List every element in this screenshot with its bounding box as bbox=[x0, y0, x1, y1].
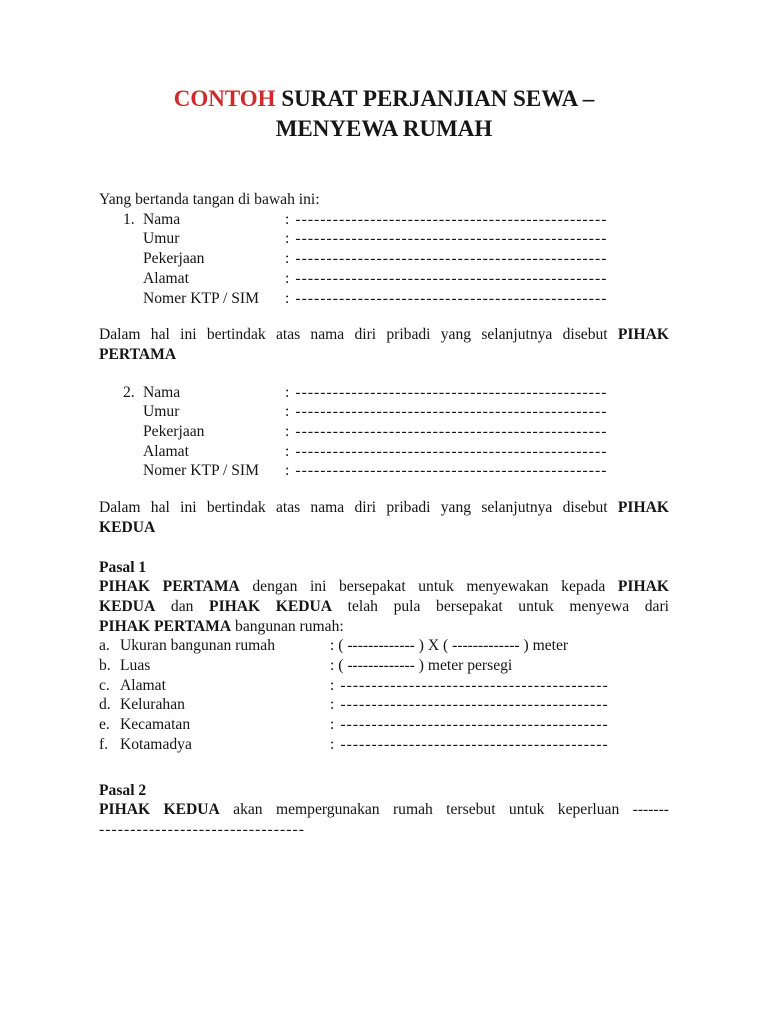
party-block-1 bbox=[99, 210, 669, 309]
party-row bbox=[99, 461, 669, 481]
row-label: Umur bbox=[143, 230, 180, 248]
section-heading: Pasal 2 bbox=[99, 781, 147, 799]
text-line: PIHAK KEDUA akan mempergunakan rumah tersebut untuk keperluan ------- bbox=[99, 801, 669, 819]
party-row bbox=[99, 229, 669, 249]
text-line: KEDUA bbox=[99, 518, 156, 536]
row-number bbox=[123, 461, 143, 481]
row-label: Alamat bbox=[143, 442, 189, 460]
section-pasal-2 bbox=[99, 781, 669, 840]
party-row bbox=[99, 383, 669, 403]
document-title bbox=[99, 84, 669, 144]
row-number: 2. bbox=[123, 383, 135, 401]
item-letter: e. bbox=[99, 716, 110, 734]
item-letter: b. bbox=[99, 657, 111, 675]
item-value-blank: : ------------------------------------------- bbox=[330, 676, 609, 694]
section-pasal-1 bbox=[99, 558, 669, 755]
item-letter: d. bbox=[99, 696, 111, 714]
paragraph-pihak-pertama bbox=[99, 325, 669, 364]
item-label: Kelurahan bbox=[120, 696, 185, 714]
row-number bbox=[123, 442, 143, 462]
party-row bbox=[99, 422, 669, 442]
row-label: Nomer KTP / SIM bbox=[143, 462, 259, 480]
row-value-blank: : -------------------------------------------------- bbox=[285, 289, 608, 307]
row-number bbox=[123, 269, 143, 289]
party-row bbox=[99, 402, 669, 422]
list-item bbox=[99, 676, 669, 696]
text-line: KEDUA dan PIHAK KEDUA telah pula bersepakat untuk menyewa dari bbox=[99, 597, 669, 615]
row-number bbox=[123, 422, 143, 442]
section-heading: Pasal 1 bbox=[99, 558, 147, 576]
party-block-2 bbox=[99, 383, 669, 482]
item-value-blank: : ------------------------------------------- bbox=[330, 735, 609, 753]
list-item bbox=[99, 735, 669, 755]
row-value-blank: : -------------------------------------------------- bbox=[285, 210, 608, 228]
row-value-blank: : -------------------------------------------------- bbox=[285, 442, 608, 460]
pasal-2-body bbox=[99, 800, 669, 839]
text-line: PERTAMA bbox=[99, 345, 177, 363]
party-row bbox=[99, 289, 669, 309]
row-label: Nama bbox=[143, 383, 181, 401]
row-label: Nomer KTP / SIM bbox=[143, 289, 259, 307]
title-line-1 bbox=[99, 84, 669, 114]
text-line: PIHAK PERTAMA dengan ini bersepakat untuk menyewakan kepada PIHAK bbox=[99, 578, 669, 596]
text-line: Dalam hal ini bertindak atas nama diri pribadi yang selanjutnya disebut PIHAK bbox=[99, 499, 669, 517]
row-value-blank: : -------------------------------------------------- bbox=[285, 403, 608, 421]
intro-paragraph: Yang bertanda tangan di bawah ini: bbox=[99, 191, 320, 208]
row-label: Alamat bbox=[143, 269, 189, 287]
row-value-blank: : -------------------------------------------------- bbox=[285, 423, 608, 441]
pasal-1-item-list bbox=[99, 636, 669, 754]
item-value-blank: : ------------------------------------------- bbox=[330, 716, 609, 734]
item-letter: f. bbox=[99, 735, 109, 753]
row-label: Pekerjaan bbox=[143, 423, 205, 441]
list-item bbox=[99, 636, 669, 656]
row-number bbox=[123, 402, 143, 422]
title-line-1-rest: SURAT PERJANJIAN SEWA – bbox=[281, 86, 595, 111]
row-number bbox=[123, 229, 143, 249]
row-value-blank: : -------------------------------------------------- bbox=[285, 462, 608, 480]
list-item bbox=[99, 715, 669, 735]
item-letter: a. bbox=[99, 637, 110, 655]
item-value-blank: : ------------------------------------------- bbox=[330, 696, 609, 714]
item-label: Alamat bbox=[120, 676, 166, 694]
item-value-blank: : ( ------------- ) X ( ------------- ) meter bbox=[330, 637, 569, 655]
title-line-2: MENYEWA RUMAH bbox=[275, 116, 493, 141]
item-value-blank: : ( ------------- ) meter persegi bbox=[330, 657, 513, 675]
pasal-1-body bbox=[99, 577, 669, 636]
item-letter: c. bbox=[99, 676, 110, 694]
row-value-blank: : -------------------------------------------------- bbox=[285, 269, 608, 287]
row-value-blank: : -------------------------------------------------- bbox=[285, 383, 608, 401]
title-highlight-contoh: CONTOH bbox=[173, 86, 276, 111]
text-line: --------------------------------- bbox=[99, 820, 306, 838]
party-row bbox=[99, 249, 669, 269]
item-label: Ukuran bangunan rumah bbox=[120, 637, 276, 655]
paragraph-pihak-kedua bbox=[99, 498, 669, 537]
row-value-blank: : -------------------------------------------------- bbox=[285, 230, 608, 248]
party-row bbox=[99, 442, 669, 462]
row-number: 1. bbox=[123, 210, 135, 228]
item-label: Kecamatan bbox=[120, 716, 191, 734]
text-line: Dalam hal ini bertindak atas nama diri pribadi yang selanjutnya disebut PIHAK bbox=[99, 326, 669, 344]
row-number bbox=[123, 249, 143, 269]
list-item bbox=[99, 656, 669, 676]
row-number bbox=[123, 289, 143, 309]
party-row bbox=[99, 210, 669, 230]
party-row bbox=[99, 269, 669, 289]
row-value-blank: : -------------------------------------------------- bbox=[285, 250, 608, 268]
row-label: Nama bbox=[143, 210, 181, 228]
item-label: Luas bbox=[120, 657, 151, 675]
list-item bbox=[99, 695, 669, 715]
item-label: Kotamadya bbox=[120, 735, 192, 753]
row-label: Umur bbox=[143, 403, 180, 421]
text-line: PIHAK PERTAMA bangunan rumah: bbox=[99, 617, 344, 635]
row-label: Pekerjaan bbox=[143, 250, 205, 268]
